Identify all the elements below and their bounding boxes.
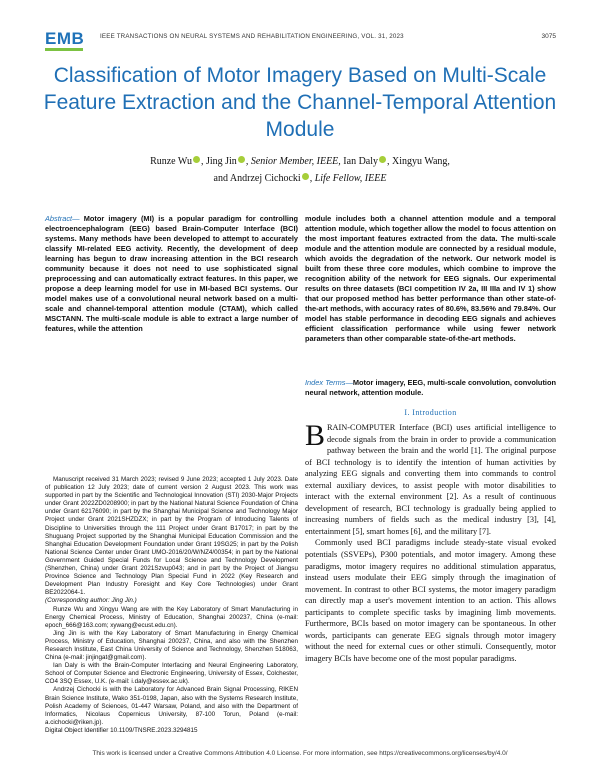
- manuscript-note: [45, 476, 298, 606]
- logo-bar: [45, 48, 83, 51]
- author-list: [60, 153, 540, 187]
- logo-text: EMB: [45, 29, 85, 48]
- journal-header: IEEE TRANSACTIONS ON NEURAL SYSTEMS AND REHABILITATION ENGINEERING, VOL. 31, 2023: [100, 33, 404, 40]
- author-jin-grade: , Senior Member, IEEE,: [245, 156, 341, 167]
- affiliation-jin: Jing Jin is with the Key Laboratory of Smart Manufacturing in Energy Chemical Process, Ministry of Education, Shanghai 200237, China, and also with the Shenzhen Research Institute, East China University of Science and Technology, Shenzhen 518063, China (e-mail: jinjingat@gmail.com).: [45, 629, 298, 662]
- author-jin: , Jing Jin: [200, 156, 237, 167]
- emb-logo: [45, 26, 93, 48]
- intro-paragraph-2: Commonly used BCI paradigms include steady-state visual evoked potentials (SSVEPs), P300 potentials, and motor imagery. Among these paradigms, motor imagery requires no additional stimulation apparatus, instead users modulate their EEG simply through the imagination of movement. In contrast to other BCI systems, the motor imagery paradigm can directly map a user's movement intention to an action. This allows participants to complete specific tasks by imagining limb movements. Furthermore, BCIs based on motor imagery can be spontaneous. In other words, participants can generate EEG signals through motor imagery without the need for external cues or other stimuli. Consequently, motor imagery BCIs have become one of the most popular paradigms.: [305, 538, 556, 663]
- orcid-icon[interactable]: [193, 156, 200, 163]
- abstract-label: Abstract: [45, 214, 73, 223]
- affiliation-wu-wang: Runze Wu and Xingyu Wang are with the Key Laboratory of Smart Manufacturing in Energy Chemical Process, Ministry of Education, Shanghai 200237, China (e-mail: epoch_666@163.com; xywang@ecust.edu.cn).: [45, 605, 298, 629]
- intro-paragraph-1: [305, 419, 556, 537]
- abstract-right: module includes both a channel attention module and a temporal attention module, which together allow the model to focus attention on the most important features extracted from the data. The multi-scale module and the attention module are connected by a residual module, which avoids the degradation of the network. Our network model is built from these three core modules, which combine to improve the recognition ability of the network for EEG signals. Our experimental results on three datasets (BCI competition IV 2a, III IIIa and IV 1) show that our proposed method has better performance than other state-of-the-art methods, with accuracy rates of 80.6%, 83.56% and 79.84%. Our model has stable performance in decoding EEG signals and achieves efficient classification performance while using fewer network parameters than other comparable state-of-the-art methods.: [305, 214, 556, 343]
- index-terms-label: Index Terms: [305, 378, 346, 387]
- author-wu: Runze Wu: [150, 156, 192, 167]
- orcid-icon[interactable]: [379, 156, 386, 163]
- author-daly: Ian Daly: [340, 156, 379, 167]
- page-number: 3075: [541, 33, 556, 40]
- abstract-left: Abstract— Motor imagery (MI) is a popular paradigm for controlling electroencephalogram (EEG) based Brain-Computer Interface (BCI) systems. Many methods have been developed to attempt to accurately classify MI-related EEG activity. Recently, the development of deep learning has begun to draw increasing attention in the BCI research community because it does not need to use sophisticated signal preprocessing and can automatically extract features. In this paper, we propose a deep learning model for use in MI-based BCI systems. Our model makes use of a convolutional neural network based on a multi-scale and channel-temporal attention module (CTAM), which called MSCTANN. The multi-scale module is able to extract a large number of features, while the attention: [45, 214, 298, 333]
- affiliation-cichocki: Andrzej Cichocki is with the Laboratory for Advanced Brain Signal Processing, RIKEN Brain Science Institute, Wako 351-0198, Japan, also with the Systems Research Institute, Polish Academy of Sciences, 01-447 Warsaw, Poland, and also with the Department of Informatics, Nicolaus Copernicus University, 87-100 Torun, Poland (e-mail: a.cichocki@riken.jp).: [45, 686, 298, 726]
- section-heading: I. Introduction: [404, 408, 457, 417]
- abstract-text-left: Motor imagery (MI) is a popular paradigm for controlling electroencephalogram (EEG) based Brain-Computer Interface (BCI) systems. Many methods have been developed to attempt to accurately classify MI-related EEG activity. Recently, the development of deep learning has begun to draw increasing attention in the BCI research community because it does not need to use sophisticated signal preprocessing and can automatically extract features. In this paper, we propose a deep learning model for use in MI-based BCI systems. Our model makes use of a convolutional neural network based on a multi-scale and channel-temporal attention module (CTAM), which called MSCTANN. The multi-scale module is able to extract a large number of features, while the attention: [45, 214, 298, 333]
- footnotes: [45, 476, 298, 735]
- intro-p1-text: RAIN-COMPUTER Interface (BCI) uses artificial intelligence to decode signals from the brain in order to provide a communication pathway between the brain and the world [1]. The original purpose of BCI technology is to identify the intention of human activities by analyzing EEG signals and converting them into commands to control external auxiliary devices, to assist people with motor disabilities to interact with the external environment [2]. As a result of continuous development of research, BCI technology is gradually being applied to increasing numbers of fields such as the medical industry [3], [4], entertainment [5], smart homes [6], and the military [7].: [305, 423, 556, 536]
- orcid-icon[interactable]: [302, 173, 309, 180]
- drop-cap: B: [305, 419, 326, 452]
- doi[interactable]: Digital Object Identifier 10.1109/TNSRE.2023.3294815: [45, 726, 198, 734]
- orcid-icon[interactable]: [238, 156, 245, 163]
- index-terms-text: Motor imagery, EEG, multi-scale convolution, convolution neural network, attention module.: [305, 378, 556, 397]
- paper-title: Classification of Motor Imagery Based on Multi-Scale Feature Extraction and the Channel-Temporal Attention Module: [43, 64, 557, 141]
- author-wang: , Xingyu Wang,: [387, 156, 450, 167]
- license-footer: This work is licensed under a Creative Commons Attribution 4.0 License. For more information, see https://creativecommons.org/licenses/by/4.0/: [92, 750, 508, 757]
- author-cichocki-grade: , Life Fellow, IEEE: [309, 173, 387, 184]
- index-terms: Index Terms—Motor imagery, EEG, multi-scale convolution, convolution neural network, attention module.: [305, 378, 556, 397]
- introduction-body: [305, 419, 556, 664]
- affiliation-daly: Ian Daly is with the Brain-Computer Interfacing and Neural Engineering Laboratory, School of Computer Science and Electronic Engineering, University of Essex, Colchester, CO4 3SQ Essex, U.K. (e-mail: i.daly@essex.ac.uk).: [45, 662, 298, 686]
- funding-note: Manuscript received 31 March 2023; revised 9 June 2023; accepted 1 July 2023. Date of publication 12 July 2023; date of current version 2 August 2023. This work was supported in part by the Scientific and Technological Innovation (STI) 2030-Major Projects under Grant 2022ZD0208900; in part by the National Natural Science Foundation of China under Grant 62176090; in part by the Shanghai Municipal Science and Technology Major Project under Grant 2021SHZDZX; in part by the Program of Introducing Talents of Discipline to Universities through the 111 Project under Grant B17017; in part by the Shuguang Project supported by the Shanghai Municipal Education Commission and the Shanghai Education Development Foundation under Grant 19SG25; in part by the Polish National Science Center under Grant UMO-2016/20/W/NZ4/00354; in part by the National Government Guided Special Funds for Local Science and Technology Development (Shenzhen, China) under Grant 2021Szvup043; and in part by the Project of Jiangsu Province Science and Technology Plan Special Fund in 2022 (Key Research and Development Plan Industry Foresight and Key Core Technologies) under Grant BE2022064-1.: [45, 476, 298, 597]
- corresponding-author: (Corresponding author: Jing Jin.): [45, 597, 137, 605]
- author-cichocki: and Andrzej Cichocki: [213, 173, 301, 184]
